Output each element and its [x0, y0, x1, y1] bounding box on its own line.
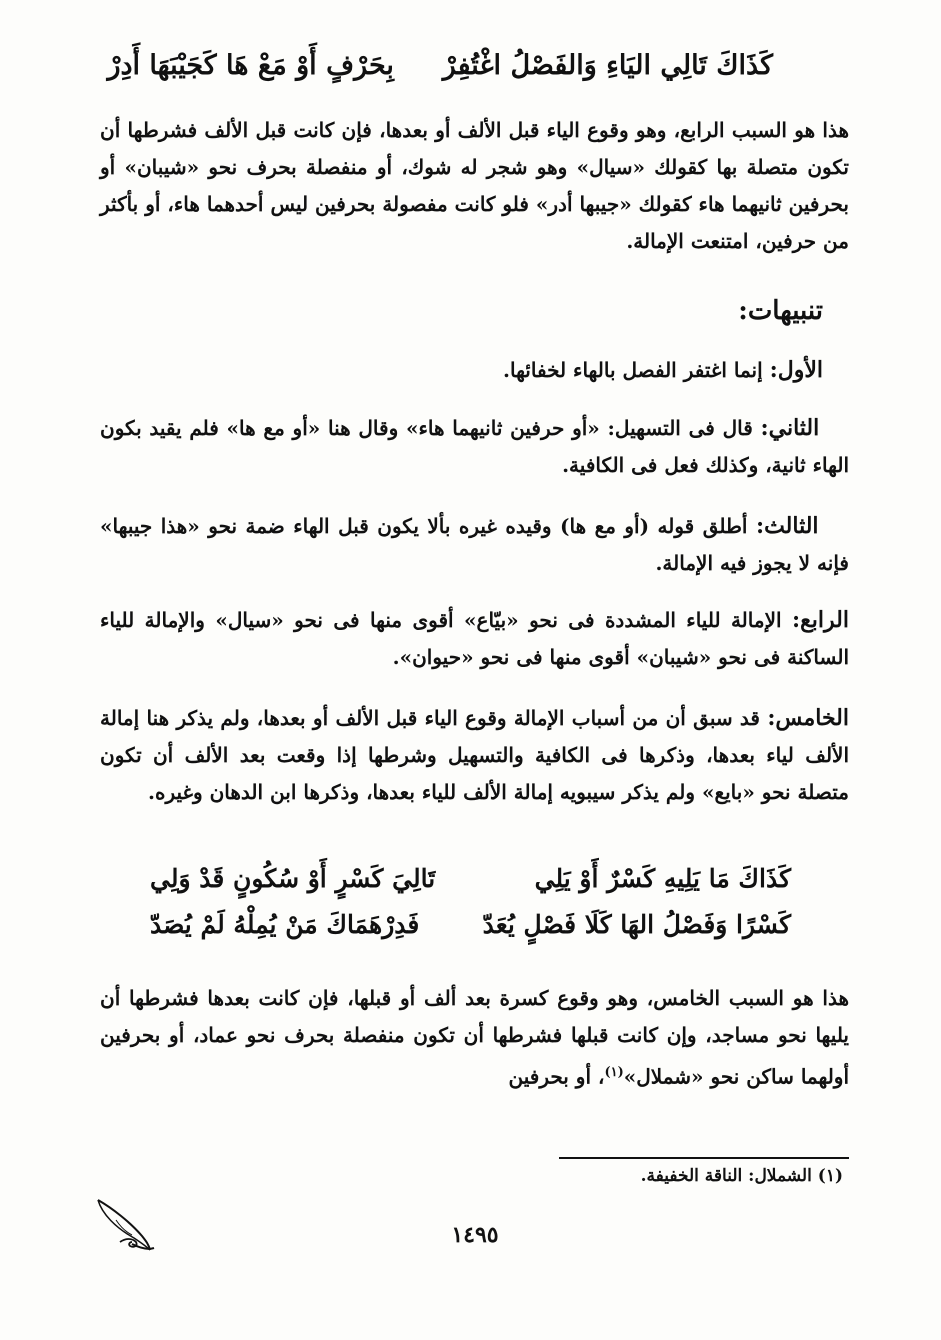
footnote-divider: [559, 1157, 849, 1159]
notes-heading: تنبيهات:: [738, 296, 823, 326]
note-third-text: أطلق قوله (أو مع ها) وقيده غيره بألا يكون قبل الهاء ضمة نحو «هذا جيبها» فإنه لا يجوز فيه الإمالة.: [100, 514, 849, 575]
explanation-paragraph-2: [100, 980, 849, 1096]
note-third: [100, 508, 849, 582]
verse-2-line-2-right: كَسْرًا وَفَصْلُ الهَا كَلَا فَصْلٍ يُعَدّ: [482, 910, 791, 939]
note-first-label: الأول:: [769, 357, 823, 383]
note-second-label: الثاني:: [760, 415, 820, 441]
verse-2-line-2-left: فَدِرْهَمَاكَ مَنْ يُمِلْهُ لَمْ يُصَدّ: [150, 910, 420, 939]
footnote-reference: (١): [604, 1065, 624, 1080]
explanation-paragraph-1: هذا هو السبب الرابع، وهو وقوع الياء قبل الألف أو بعدها، فإن كانت قبل الألف فشرطها أن تكون متصلة بها كقولك «سيال» وهو شجر له شوك، أو منفصلة بحرف نحو «شيبان» أو بحرفين ثانيهما هاء كقولك «جيبها أدر» فلو كانت مفصولة بحرفين ليس أحدهما هاء، أو بأكثر من حرفين، امتنعت الإمالة.: [100, 118, 849, 253]
note-first: [100, 352, 823, 389]
quill-pen-icon: [92, 1192, 162, 1264]
verse-2-line-1-left: تَالِيَ كَسْرٍ أَوْ سُكُونٍ قَدْ وَلِي: [150, 864, 436, 893]
verse-2-line-2: [150, 910, 791, 939]
paragraph-2-end: ، أو بحرفين: [508, 1064, 605, 1089]
paragraph-2-text: هذا هو السبب الخامس، وهو وقوع كسرة بعد ألف أو قبلها، فإن كانت بعدها فشرطها أن يليها نحو مساجد، وإن كانت قبلها فشرطها أن تكون منفصلة بحرف نحو عماد، أو بحرفين أولهما ساكن نحو «شملال»: [100, 986, 849, 1089]
note-second: [100, 410, 849, 484]
verse-1-left-hemistich: بِحَرْفٍ أَوْ مَعْ هَا كَجَيْبَهَا أَدِرْ: [107, 50, 394, 81]
note-third-label: الثالث:: [755, 513, 819, 539]
note-fourth-label: الرابع:: [791, 607, 849, 633]
note-fourth: [100, 602, 849, 676]
note-second-text: قال فى التسهيل: «أو حرفين ثانيهما هاء» وقال هنا «أو مع ها» فلم يقيد بكون الهاء ثانية، وكذلك فعل فى الكافية.: [100, 416, 849, 477]
note-first-text: إنما اغتفر الفصل بالهاء لخفائها.: [503, 358, 763, 382]
footnote: (١) الشملال: الناقة الخفيفة.: [640, 1166, 843, 1186]
verse-2-line-1-right: كَذَاكَ مَا يَلِيهِ كَسْرٌ أَوْ يَلِي: [534, 864, 791, 893]
verse-1-right-hemistich: كَذَاكَ تَالِي اليَاءِ وَالفَصْلُ اغْتُفِرْ: [442, 50, 773, 81]
verse-2-line-1: [150, 864, 791, 893]
note-fourth-text: الإمالة للياء المشددة فى نحو «بيّاع» أقوى منها فى نحو «سيال» والإمالة للياء الساكنة فى نحو «شيبان» أقوى منها فى نحو «حيوان».: [100, 608, 849, 669]
page-number: ١٤٩٥: [451, 1222, 499, 1248]
note-fifth: [100, 700, 849, 811]
note-fifth-label: الخامس:: [767, 705, 849, 731]
verse-1: [107, 50, 773, 81]
note-fifth-text: قد سبق أن من أسباب الإمالة وقوع الياء قبل الألف أو بعدها، ولم يذكر هنا إمالة الألف لياء بعدها، وذكرها فى الكافية والتسهيل وشرطها إذا وقعت بعد الألف أن تكون متصلة نحو «بايع» ولم يذكر سيبويه إمالة الألف للياء بعدها، وذكرها ابن الدهان وغيره.: [100, 706, 849, 804]
